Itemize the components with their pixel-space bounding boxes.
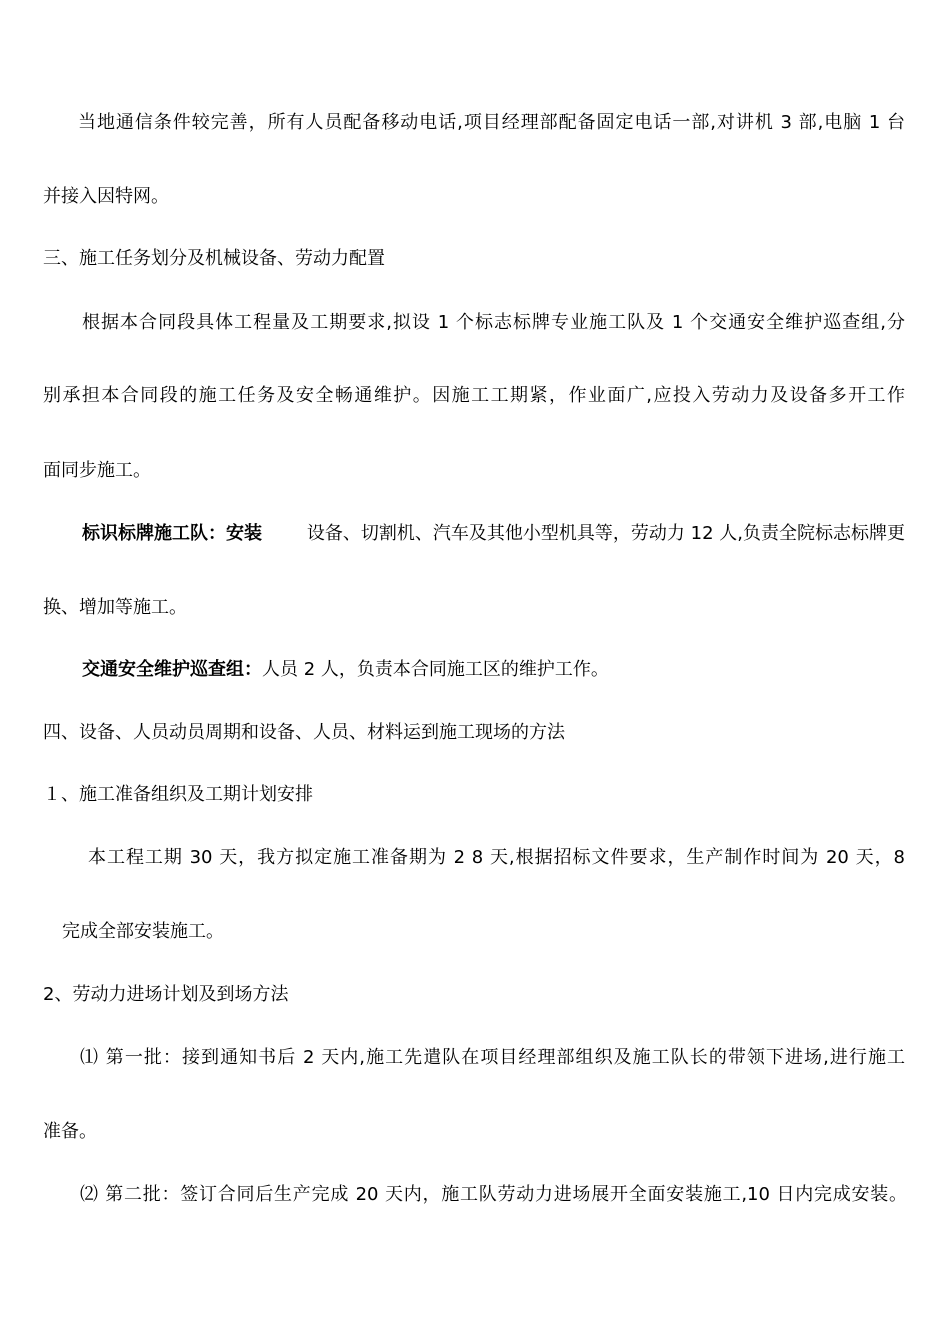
- sign-team-text: 设备、切割机、汽车及其他小型机具等，劳动力 12 人,负责全院标志标牌更: [306, 523, 905, 544]
- section-heading-4: 四、设备、人员动员周期和设备、人员、材料运到施工现场的方法: [43, 722, 565, 743]
- paragraph-patrol: [82, 658, 609, 682]
- paragraph-batch-1-line-2: 准备。: [43, 1121, 97, 1142]
- section-heading-3: 三、施工任务划分及机械设备、劳动力配置: [43, 248, 385, 269]
- sign-team-label: 标识标牌施工队：安装: [82, 523, 262, 544]
- paragraph-communication-line-1: 当地通信条件较完善，所有人员配备移动电话,项目经理部配备固定电话一部,对讲机 3 部,电脑 1 台: [78, 112, 905, 133]
- paragraph-schedule-line-1: 本工程工期 30 天，我方拟定施工准备期为 2 8 天,根据招标文件要求，生产制作时间为 20 天，8: [88, 847, 905, 868]
- paragraph-sign-team-line-1: [82, 522, 905, 546]
- paragraph-communication-line-2: 并接入因特网。: [43, 186, 169, 207]
- paragraph-batch-1-line-1: ⑴ 第一批：接到通知书后 2 天内,施工先遣队在项目经理部组织及施工队长的带领下进场,进行施工: [80, 1047, 905, 1068]
- paragraph-teams-line-3: 面同步施工。: [43, 460, 151, 481]
- patrol-label: 交通安全维护巡查组：: [82, 659, 262, 680]
- paragraph-schedule-line-2: 完成全部安装施工。: [62, 921, 224, 942]
- subheading-4-2: 2、劳动力进场计划及到场方法: [43, 984, 289, 1005]
- paragraph-sign-team-line-2: 换、增加等施工。: [43, 597, 187, 618]
- paragraph-teams-line-2: 别承担本合同段的施工任务及安全畅通维护。因施工工期紧，作业面广,应投入劳动力及设备多开工作: [43, 385, 905, 406]
- patrol-text: 人员 2 人，负责本合同施工区的维护工作。: [262, 659, 609, 680]
- subheading-4-1: １、施工准备组织及工期计划安排: [43, 784, 313, 805]
- paragraph-teams-line-1: 根据本合同段具体工程量及工期要求,拟设 1 个标志标牌专业施工队及 1 个交通安全维护巡查组,分: [82, 312, 905, 333]
- paragraph-batch-2-line-1: ⑵ 第二批：签订合同后生产完成 20 天内，施工队劳动力进场展开全面安装施工,10 日内完成安装。: [80, 1184, 907, 1205]
